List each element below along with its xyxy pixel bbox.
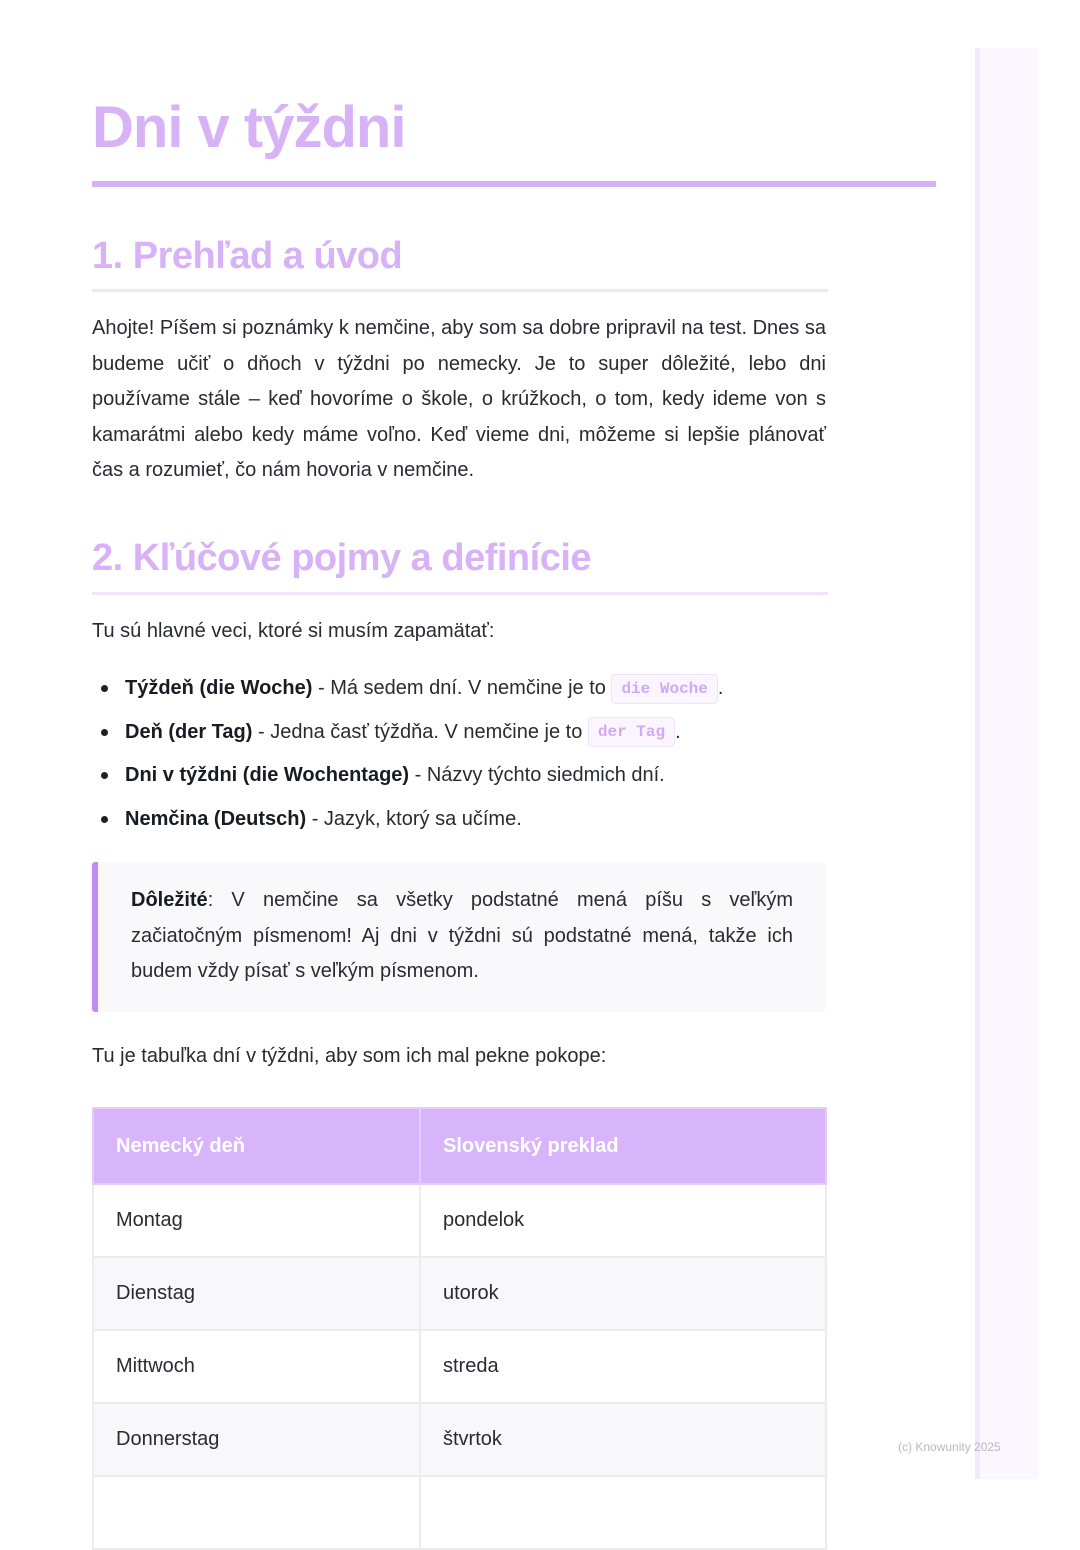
- term-description: - Jedna časť týždňa. V nemčine je to: [252, 720, 588, 743]
- callout-body: : V nemčine sa všetky podstatné mená píšu s veľkým začiatočným písmenom! Aj dni v týždni sú podstatné mená, takže ich budem vždy písať s veľkým písmenom.: [131, 889, 793, 982]
- inline-code: der Tag: [588, 717, 675, 747]
- term-description: - Jazyk, ktorý sa učíme.: [306, 807, 522, 830]
- page-title: Dni v týždni: [92, 95, 406, 160]
- table-cell: pondelok: [420, 1184, 826, 1257]
- section-heading-key-terms: 2. Kľúčové pojmy a definície: [92, 537, 592, 579]
- table-cell: štvrtok: [420, 1403, 826, 1476]
- callout-label: Dôležité: [131, 889, 208, 911]
- table-cell: streda: [420, 1330, 826, 1403]
- table-row: [93, 1403, 826, 1476]
- list-item: [92, 799, 828, 843]
- table-header-row: [93, 1108, 826, 1184]
- table-row: [93, 1257, 826, 1330]
- inline-code: die Woche: [611, 674, 717, 704]
- table-cell: Dienstag: [93, 1257, 420, 1330]
- list-item: [92, 668, 828, 712]
- callout-accent-bar: [92, 862, 98, 1012]
- column-header-german: Nemecký deň: [93, 1108, 420, 1184]
- term-label: Týždeň (die Woche): [125, 677, 313, 699]
- term-end: .: [717, 677, 724, 699]
- side-strip: [975, 48, 1038, 1479]
- section-heading-overview: 1. Prehľad a úvod: [92, 235, 403, 277]
- table-cell: Donnerstag: [93, 1403, 420, 1476]
- section-divider: [92, 592, 828, 595]
- term-label: Dni v týždni (die Wochentage): [125, 764, 410, 786]
- callout-text: [131, 883, 793, 990]
- table-row: [93, 1476, 826, 1549]
- copyright-footer: (c) Knowunity 2025: [898, 1440, 1001, 1454]
- term-label: Deň (der Tag): [125, 720, 253, 743]
- table-cell: [93, 1476, 420, 1549]
- table-cell: Montag: [93, 1184, 420, 1257]
- table-row: [93, 1184, 826, 1257]
- term-description: - Názvy týchto siedmich dní.: [409, 764, 665, 786]
- table-row: [93, 1330, 826, 1403]
- table-cell: Mittwoch: [93, 1330, 420, 1403]
- list-item: [92, 755, 828, 799]
- terms-intro: Tu sú hlavné veci, ktoré si musím zapamätať:: [92, 620, 495, 642]
- section-divider: [92, 289, 828, 292]
- term-label: Nemčina (Deutsch): [125, 807, 307, 830]
- table-cell: utorok: [420, 1257, 826, 1330]
- table-cell: [420, 1476, 826, 1549]
- important-callout: [92, 862, 826, 1012]
- intro-paragraph: Ahojte! Píšem si poznámky k nemčine, aby som sa dobre pripravil na test. Dnes sa budeme učiť o dňoch v týždni po nemecky. Je to super dôležité, lebo dni používame stále – keď hovoríme o škole, o krúžkoch, o tom, kedy ideme von s kamarátmi alebo kedy máme voľno. Keď vieme dni, môžeme si lepšie plánovať čas a rozumieť, čo nám hovoria v nemčine.: [92, 317, 826, 481]
- term-end: .: [675, 720, 681, 743]
- title-divider: [92, 181, 936, 187]
- key-terms-list: [92, 668, 828, 842]
- days-table: [92, 1107, 827, 1550]
- column-header-slovak: Slovenský preklad: [420, 1108, 826, 1184]
- table-intro: Tu je tabuľka dní v týždni, aby som ich mal pekne pokope:: [92, 1045, 607, 1067]
- list-item: [92, 712, 828, 756]
- term-description: - Má sedem dní. V nemčine je to: [312, 677, 612, 699]
